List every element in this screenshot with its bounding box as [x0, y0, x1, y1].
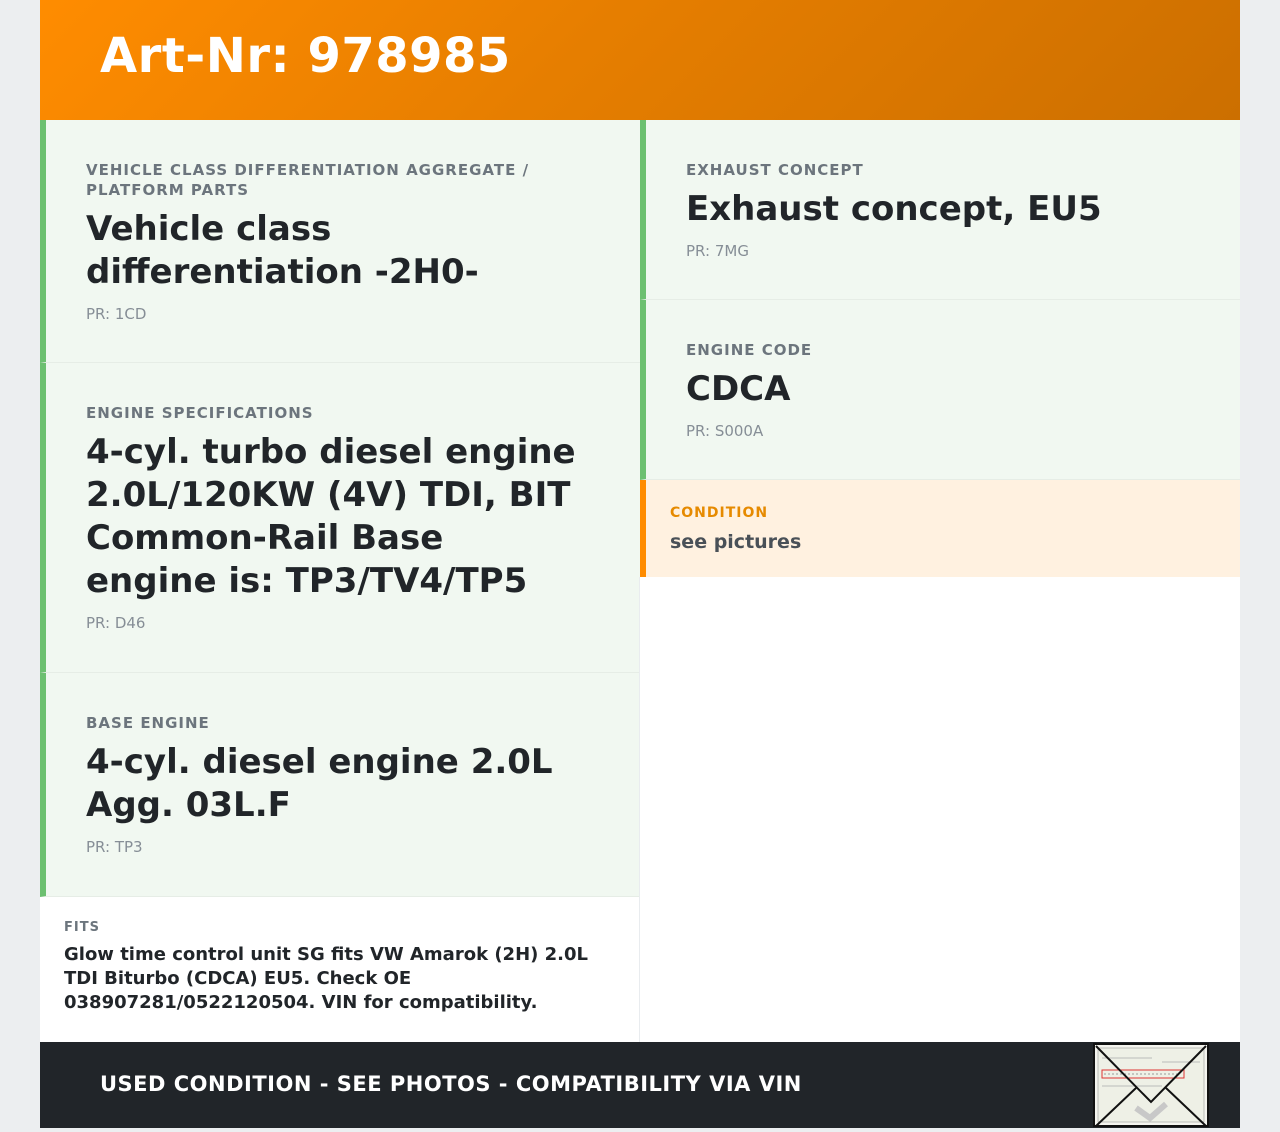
footer-text: USED CONDITION - SEE PHOTOS - COMPATIBILITY VIA VIN	[100, 1072, 802, 1096]
spec-value: CDCA	[686, 369, 791, 409]
product-sheet	[40, 0, 1240, 1128]
spec-value: 4-cyl. turbo diesel engine 2.0L/120KW (4V) TDI, BIT Common-Rail Base engine is: TP3/TV4/TP5	[86, 432, 576, 601]
header-banner	[40, 0, 1240, 120]
spec-label: ENGINE CODE	[686, 341, 813, 359]
spec-label: VEHICLE CLASS DIFFERENTIATION AGGREGATE / PLATFORM PARTS	[86, 161, 530, 199]
spec-value: Vehicle class differentiation -2H0-	[86, 209, 479, 292]
spec-pr-code: PR: D46	[86, 614, 146, 632]
spec-pr-code: PR: 1CD	[86, 305, 147, 323]
spec-pr-code: PR: TP3	[86, 838, 143, 856]
condition-label: CONDITION	[670, 505, 769, 521]
spec-label: EXHAUST CONCEPT	[686, 161, 864, 179]
spec-card-engine-specifications	[40, 363, 640, 673]
envelope-icon	[1092, 1042, 1210, 1128]
spec-value: Exhaust concept, EU5	[686, 189, 1102, 229]
spec-card-exhaust-concept	[640, 120, 1240, 300]
fits-section	[40, 897, 640, 1042]
spec-label: BASE ENGINE	[86, 714, 210, 732]
fits-description: Glow time control unit SG fits VW Amarok (2H) 2.0L TDI Biturbo (CDCA) EU5. Check OE 038907281/0522120504. VIN for compatibility.	[64, 944, 588, 1013]
column-divider	[639, 577, 640, 1042]
spec-card-engine-code	[640, 300, 1240, 480]
document-thumbnail[interactable]	[1092, 1042, 1210, 1128]
spec-pr-code: PR: S000A	[686, 422, 764, 440]
spec-card-vehicle-class	[40, 120, 640, 363]
footer-banner	[40, 1042, 1240, 1128]
article-number-title: Art-Nr: 978985	[100, 28, 511, 84]
spec-label: ENGINE SPECIFICATIONS	[86, 404, 314, 422]
condition-card	[640, 480, 1240, 577]
right-column-filler	[640, 577, 1240, 1042]
spec-card-base-engine	[40, 673, 640, 897]
spec-value: 4-cyl. diesel engine 2.0L Agg. 03L.F	[86, 742, 553, 825]
condition-value: see pictures	[670, 531, 802, 553]
fits-label: FITS	[64, 920, 100, 935]
spec-pr-code: PR: 7MG	[686, 242, 749, 260]
